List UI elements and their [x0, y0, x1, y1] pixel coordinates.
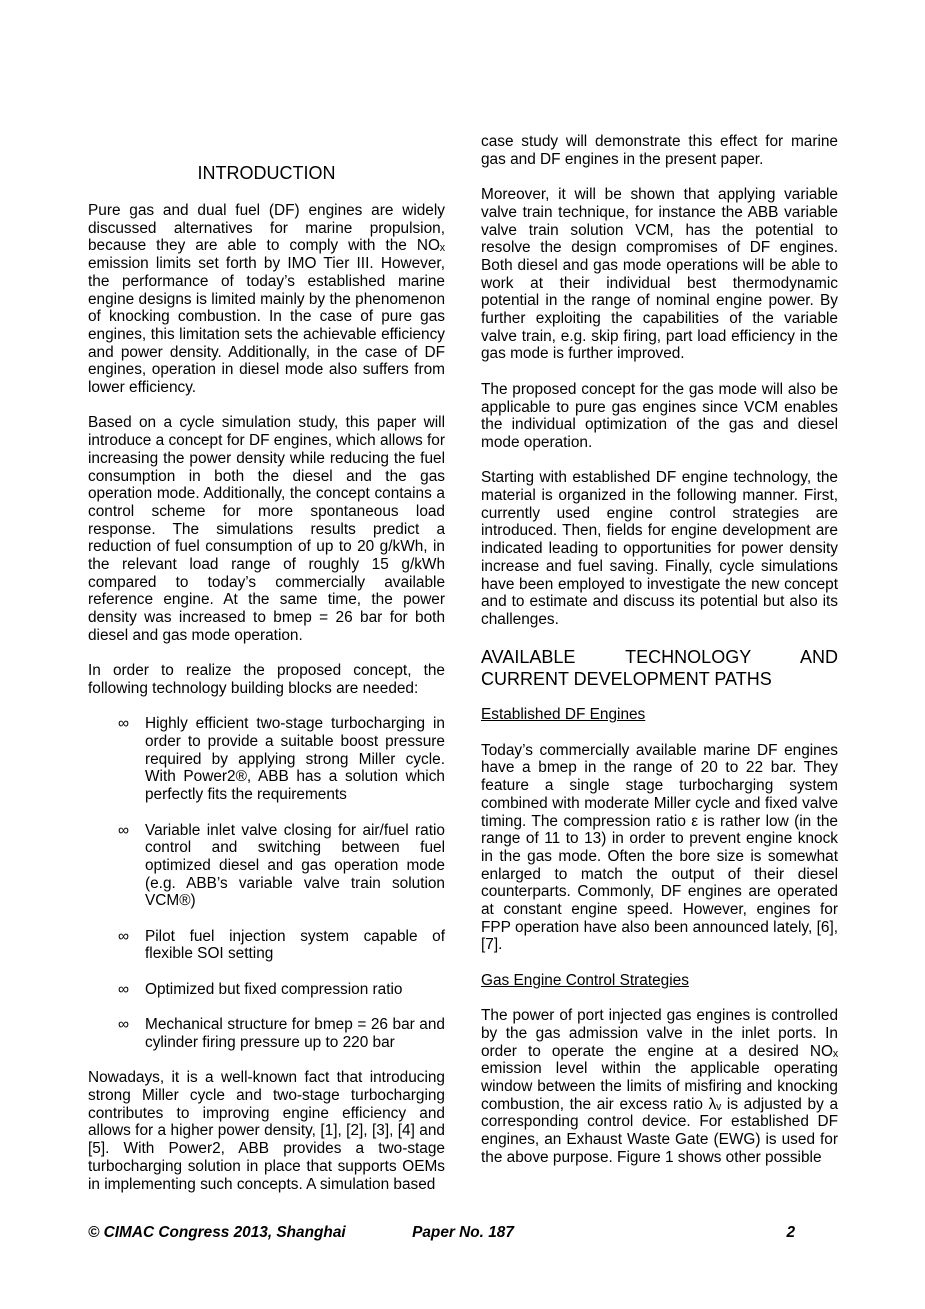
bullet-marker: ∞ — [118, 927, 129, 945]
page-footer — [88, 1224, 838, 1244]
bullet-item — [118, 928, 445, 963]
paragraph: Nowadays, it is a well-known fact that introducing strong Miller cycle and two-stage turbocharging contributes to improving engine efficiency and allows for a higher power density, [1], [2], [3], [4] and [5]. With Power2, ABB provides a two-stage turbocharging solution in place that supports OEMs in implementing such concepts. A simulation based — [88, 1069, 445, 1193]
footer-congress-label: © CIMAC Congress 2013, Shanghai — [88, 1224, 346, 1241]
bullet-item — [118, 822, 445, 911]
bullet-text: Optimized but fixed compression ratio — [145, 980, 403, 998]
bullet-text: Pilot fuel injection system capable of flexible SOI setting — [145, 927, 445, 963]
paragraph: Pure gas and dual fuel (DF) engines are widely discussed alternatives for marine propulsion, because they are able to comply with the NOₓ emission limits set forth by IMO Tier III. However, the performance of today’s established marine engine designs is limited mainly by the phenomenon of knocking combustion. In the case of pure gas engines, this limitation sets the achievable efficiency and power density. Additionally, in the case of DF engines, operation in diesel mode also suffers from lower efficiency. — [88, 202, 445, 397]
bullet-text: Variable inlet valve closing for air/fuel ratio control and switching between fuel optimized diesel and gas operation mode (e.g. ABB’s variable valve train solution VCM®) — [145, 821, 445, 910]
bullet-marker: ∞ — [118, 980, 129, 998]
introduction-heading: INTRODUCTION — [197, 163, 336, 183]
subsection-heading: Gas Engine Control Strategies — [481, 971, 689, 989]
footer-paper-number: Paper No. 187 — [412, 1224, 514, 1241]
paragraph: Starting with established DF engine technology, the material is organized in the following manner. First, currently used engine control strategies are introduced. Then, fields for engine development are indicated leading to opportunities for power density increase and fuel saving. Finally, cycle simulations have been employed to investigate the new concept and to estimate and discuss its potential but also its challenges. — [481, 469, 838, 628]
paragraph: Moreover, it will be shown that applying variable valve train technique, for instance the ABB variable valve train solution VCM, has the potential to resolve the design compromises of DF engines. Both diesel and gas mode operations will be able to work at their individual best thermodynamic potential in the range of nominal engine power. By further exploiting the capabilities of the variable valve train, e.g. skip firing, part load efficiency in the gas mode is further improved. — [481, 186, 838, 363]
bullet-text: Highly efficient two-stage turbocharging in order to provide a suitable boost pressure required by applying strong Miller cycle. With Power2®, ABB has a solution which perfectly fits the requirements — [145, 715, 445, 804]
right-column — [481, 133, 838, 1211]
section-heading: AVAILABLE TECHNOLOGY AND CURRENT DEVELOPMENT PATHS — [481, 647, 838, 690]
footer-page-number: 2 — [786, 1224, 795, 1241]
left-column — [88, 133, 445, 1211]
page-content — [88, 133, 838, 1211]
bullet-item — [118, 981, 445, 999]
paragraph: case study will demonstrate this effect for marine gas and DF engines in the present paper. — [481, 133, 838, 168]
subsection-heading: Established DF Engines — [481, 706, 646, 724]
bullet-marker: ∞ — [118, 1016, 129, 1034]
paragraph: Today’s commercially available marine DF engines have a bmep in the range of 20 to 22 bar. They feature a single stage turbocharging system combined with moderate Miller cycle and fixed valve timing. The compression ratio ε is rather low (in the range of 11 to 13) in order to prevent engine knock in the gas mode. Often the bore size is somewhat enlarged to match the output of their diesel counterparts. Commonly, DF engines are operated at constant engine speed. However, engines for FPP operation have also been announced lately, [6], [7]. — [481, 741, 838, 954]
bullet-marker: ∞ — [118, 821, 129, 839]
bullet-text: Mechanical structure for bmep = 26 bar and cylinder firing pressure up to 220 bar — [145, 1016, 445, 1051]
paragraph: In order to realize the proposed concept, the following technology building blocks are needed: — [88, 662, 445, 697]
bullet-item — [118, 715, 445, 804]
bullet-item — [118, 1016, 445, 1051]
bullet-marker: ∞ — [118, 715, 129, 733]
paragraph: Based on a cycle simulation study, this paper will introduce a concept for DF engines, which allows for increasing the power density while reducing the fuel consumption in both the diesel and the gas operation mode. Additionally, the concept contains a control scheme for more spontaneous load response. The simulations results predict a reduction of fuel consumption of up to 20 g/kWh, in the relevant load range of roughly 15 g/kWh compared to today’s commercially available reference engine. At the same time, the power density was increased to bmep = 26 bar for both diesel and gas mode operation. — [88, 414, 445, 644]
paragraph: The power of port injected gas engines is controlled by the gas admission valve in the inlet ports. In order to operate the engine at a desired NOₓ emission level within the applicable operating window between the limits of misfiring and knocking combustion, the air excess ratio λᵥ is adjusted by a corresponding control device. For established DF engines, an Exhaust Waste Gate (EWG) is used for the above purpose. Figure 1 shows other possible — [481, 1007, 838, 1166]
paragraph: The proposed concept for the gas mode will also be applicable to pure gas engines since VCM enables the individual optimization of the gas and diesel mode operation. — [481, 380, 838, 451]
